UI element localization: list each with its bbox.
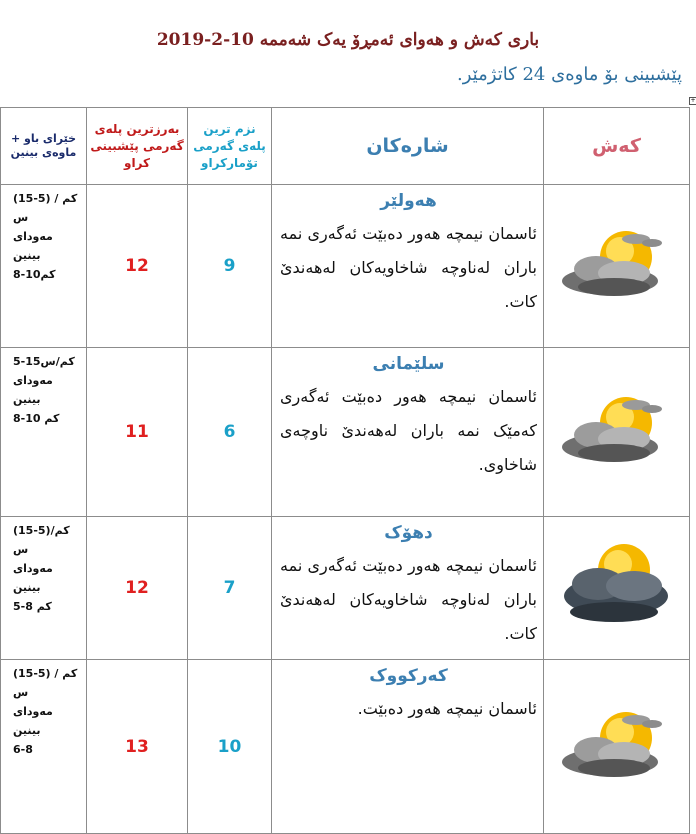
partly-cloudy-icon	[544, 660, 690, 834]
header-max-temp: بەرزترین پلەی گەرمی پێشبینی کراو	[87, 108, 188, 185]
weather-description: ئاسمان نیمچە هەور دەبێت ئەگەری کەمێک نمە باران لەهەندێ ناوچەی شاخاوی.	[280, 387, 537, 474]
city-name: هەولێر	[380, 191, 437, 211]
partly-cloudy-icon	[544, 185, 690, 348]
partly-cloudy-icon	[544, 348, 690, 517]
header-min-temp: نزم ترین پلەی گەرمی تۆمارکراو	[188, 108, 272, 185]
wind-visibility-cell: 5-15کم/س مەودای بینین 8-10 کم	[1, 348, 87, 517]
table-move-handle-icon[interactable]: +	[690, 97, 696, 104]
forecast-subtitle: پێشبینی بۆ ماوەی 24 کاتژمێر.	[457, 64, 682, 85]
weather-description: ئاسمان نیمچە هەور دەبێت ئەگەری نمە باران لەناوچە شاخاویەکان لەهەندێ کات.	[280, 556, 537, 643]
city-cell	[272, 185, 544, 348]
min-temp: 6	[188, 348, 272, 517]
city-cell	[272, 348, 544, 517]
header-wind-visibility: خێرای باو + ماوەی بینین	[1, 108, 87, 185]
max-temp: 11	[87, 348, 188, 517]
max-temp: 12	[87, 517, 188, 660]
header-weather: کەش	[544, 108, 690, 185]
table-row	[1, 660, 690, 834]
header-cities: شارەکان	[272, 108, 544, 185]
city-name: سلێمانی	[372, 354, 445, 374]
table-row	[1, 185, 690, 348]
page-title: باری کەش و هەوای ئەمڕۆ یەک شەممە 10-2-2019	[156, 30, 540, 50]
forecast-table	[0, 107, 690, 834]
city-name: دهۆک	[384, 523, 433, 543]
table-row	[1, 517, 690, 660]
min-temp: 7	[188, 517, 272, 660]
weather-description: ئاسمان نیمچە هەور دەبێت.	[357, 699, 537, 718]
max-temp: 12	[87, 185, 188, 348]
table-row	[1, 348, 690, 517]
max-temp: 13	[87, 660, 188, 834]
header-row	[1, 108, 690, 185]
city-cell	[272, 517, 544, 660]
weather-description: ئاسمان نیمچە هەور دەبێت ئەگەری نمە باران لەناوچە شاخاویەکان لەهەندێ کات.	[280, 224, 537, 311]
wind-visibility-cell: (15-5)کم/س مەودای بینین 5-8 کم	[1, 517, 87, 660]
wind-visibility-cell: (15-5) کم /س مەودای بینین 8-10کم	[1, 185, 87, 348]
wind-visibility-cell: (15-5) کم /س مەودای بینین 6-8	[1, 660, 87, 834]
min-temp: 9	[188, 185, 272, 348]
min-temp: 10	[188, 660, 272, 834]
dark-cloud-sun-icon	[544, 517, 690, 660]
city-name: کەرکووک	[369, 666, 448, 686]
city-cell	[272, 660, 544, 834]
